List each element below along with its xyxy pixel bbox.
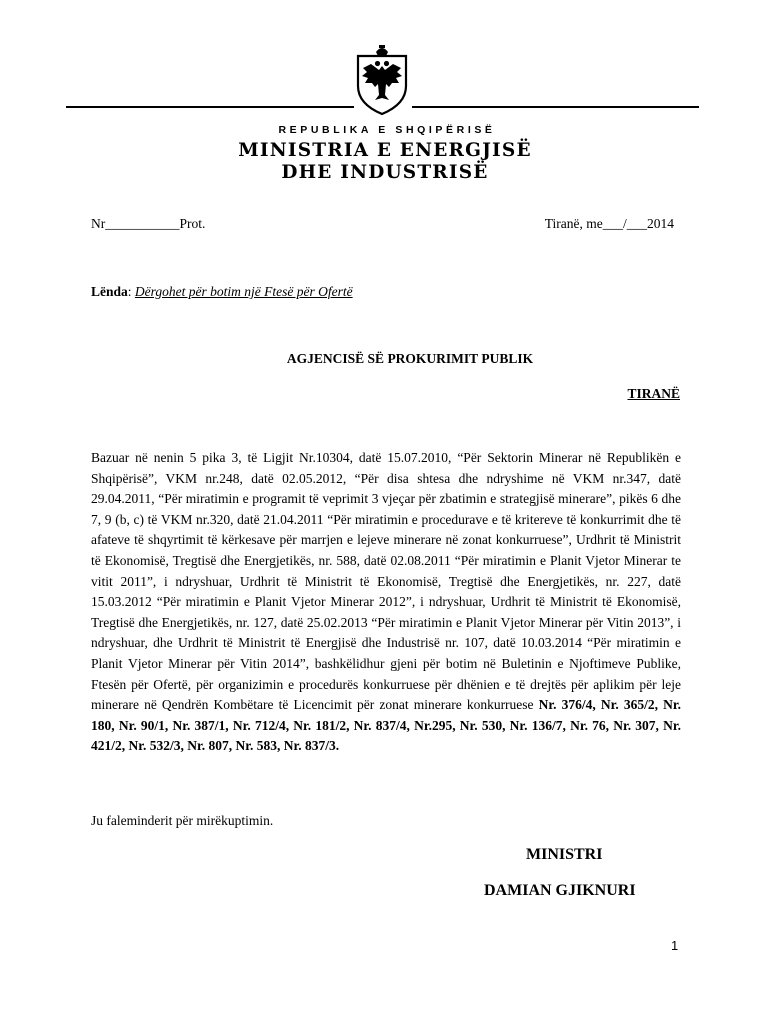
body-zone-numbers: Nr. 376/4, Nr. 365/2, Nr. 180, Nr. 90/1, Nr. 387/1, Nr. 712/4, Nr. 181/2, Nr. 837/4, Nr.295, Nr. 530, Nr. 136/7, Nr. 76, Nr. 307, Nr. 421/2, Nr. 532/3, Nr. 807, Nr. 583, Nr. 837/3. [91, 697, 681, 754]
recipient-city: TIRANË [627, 386, 680, 401]
republic-heading: REPUBLIKA E SHQIPËRISË [278, 124, 496, 136]
ministry-name-line2: DHE INDUSTRISË [281, 162, 489, 183]
signatory-title: MINISTRI [526, 846, 603, 863]
letter-body [91, 448, 681, 757]
albanian-coat-of-arms-icon [353, 42, 411, 116]
closing-thanks: Ju faleminderit për mirëkuptimin. [91, 813, 274, 828]
subject-text: Dërgohet për botim një Ftesë për Ofertë [134, 284, 353, 299]
page-number: 1 [671, 938, 679, 953]
letter-date: Tiranë, me___/___2014 [544, 216, 674, 231]
subject-line [91, 284, 353, 300]
header-rule-right [412, 106, 699, 108]
recipient-agency: AGJENCISË SË PROKURIMIT PUBLIK [286, 351, 534, 366]
subject-separator: : [127, 284, 135, 299]
reference-number: Nr___________Prot. [91, 216, 206, 231]
subject-label: Lënda [91, 284, 128, 299]
ministry-name-line1: MINISTRIA E ENERGJISË [238, 140, 532, 161]
header-rule-left [66, 106, 354, 108]
signatory-name: DAMIAN GJIKNURI [484, 882, 636, 899]
body-paragraph: Bazuar në nenin 5 pika 3, të Ligjit Nr.10304, datë 15.07.2010, “Për Sektorin Minerar në Republikën e Shqipërisë”, VKM nr.248, datë 02.05.2012, “Për disa shtesa dhe ndryshime në VKM nr.347, datë 29.04.2011, “Për miratimin e programit të veprimit 3 vjeçar për zbatimin e strategjisë minerare”, pikës 6 dhe 7, 9 (b, c) të VKM nr.320, datë 21.04.2011 “Për miratimin e procedurave e të kritereve të konkurrimit dhe të afateve të shqyrtimit të kërkesave për marrjen e lejeve minerare në zonat konkurruese”, Urdhrit të Ministrit të Ekonomisë, Tregtisë dhe Energjetikës, nr. 588, datë 02.08.2011 “Për miratimin e Planit Vjetor Minerar te vitit 2011”, i ndryshuar, Urdhrit të Ministrit të Ekonomisë, Tregtisë dhe Energjetikës, nr. 227, datë 15.03.2012 “Për miratimin e Planit Vjetor Minerar 2012”, i ndryshuar, Urdhrit të Ministrit të Ekonomisë, Tregtisë dhe Energjetikës, nr. 127, datë 25.02.2013 “Për miratimin e Planit Vjetor Minerar për Vitin 2013”, i ndryshuar, dhe Urdhrit të Ministrit të Energjisë dhe Industrisë nr. 107, datë 10.03.2014 “Për miratimin e Planit Vjetor Minerar për Vitin 2014”, bashkëlidhur gjeni për botim në Buletinin e Njoftimeve Publike, Ftesën për Ofertë, për organizimin e procedurës konkurruese për dhënien e të drejtës për aplikim për leje minerare në Qendrën Kombëtare të Licencimit për zonat minerare konkurruese [91, 450, 681, 713]
